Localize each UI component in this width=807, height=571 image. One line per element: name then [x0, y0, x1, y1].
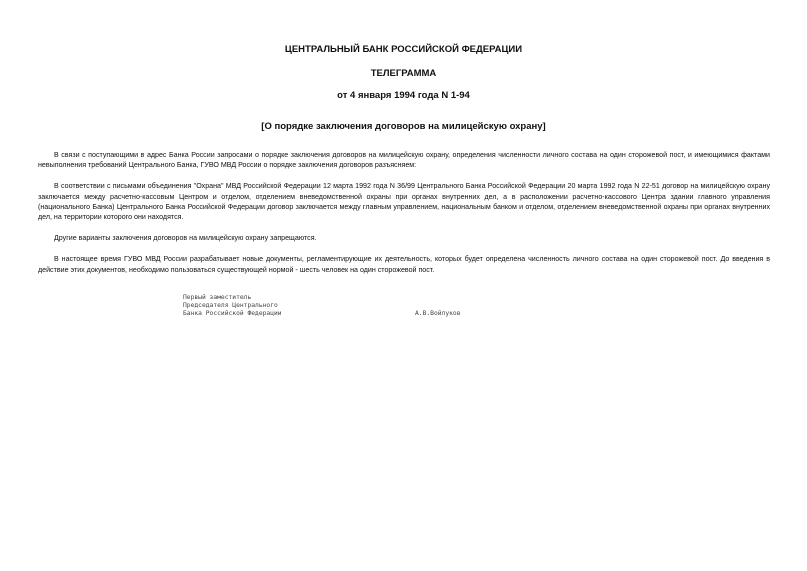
signatory-title-line-1: Первый заместитель	[183, 294, 252, 301]
document-body	[38, 150, 770, 286]
paragraph-1: В связи с поступающими в адрес Банка России запросами о порядке заключения договоров на милицейскую охрану, определения численности личного состава на один сторожевой пост, и имеющимися фактами невыполнения требований Центрального Банка, ГУВО МВД России о порядке заключения договоров разъясняем:	[38, 151, 770, 170]
signatory-name: А.В.Войлуков	[415, 310, 461, 318]
paragraph-3: Другие варианты заключения договоров на милицейскую охрану запрещаются.	[54, 234, 317, 243]
signatory-title-line-2: Председателя Центрального	[183, 302, 278, 310]
document-date-number: от 4 января 1994 года N 1-94	[337, 90, 470, 101]
issuer-heading: ЦЕНТРАЛЬНЫЙ БАНК РОССИЙСКОЙ ФЕДЕРАЦИИ	[284, 44, 523, 55]
signatory-title-line-3-row	[183, 310, 461, 318]
paragraph-4: В настоящее время ГУВО МВД России разрабатывает новые документы, регламентирующие их деятельность, которых будет определена численность личного состава на один сторожевой пост. До введения в действие этих документов, необходимо пользоваться существующей нормой - шесть человек на один сторожевой пост.	[38, 255, 770, 274]
paragraph-2: В соответствии с письмами объединения "Охрана" МВД Российской Федерации 12 марта 1992 года N 36/99 Центрального Банка Российской Федерации 20 марта 1992 года N 22-51 договор на милицейскую охрану заключается между расчетно-кассовым Центром и отделом, отделением вневедомственной охраны при органах внутренних дел, а в расположении расчетно-кассового Центра здании главного управления (национального Банка) Центрального Банка Российской Федерации договор заключается между главным управлением, национальным банком и отделом, отделением вневедомственной охраны при органах внутренних дел, на территории которого они находятся.	[38, 182, 770, 222]
document-subject: [О порядке заключения договоров на милицейскую охрану]	[261, 121, 546, 132]
signature-block	[183, 294, 461, 319]
document-type-heading: ТЕЛЕГРАММА	[370, 68, 437, 79]
signatory-title-line-3: Банка Российской Федерации	[183, 310, 282, 318]
